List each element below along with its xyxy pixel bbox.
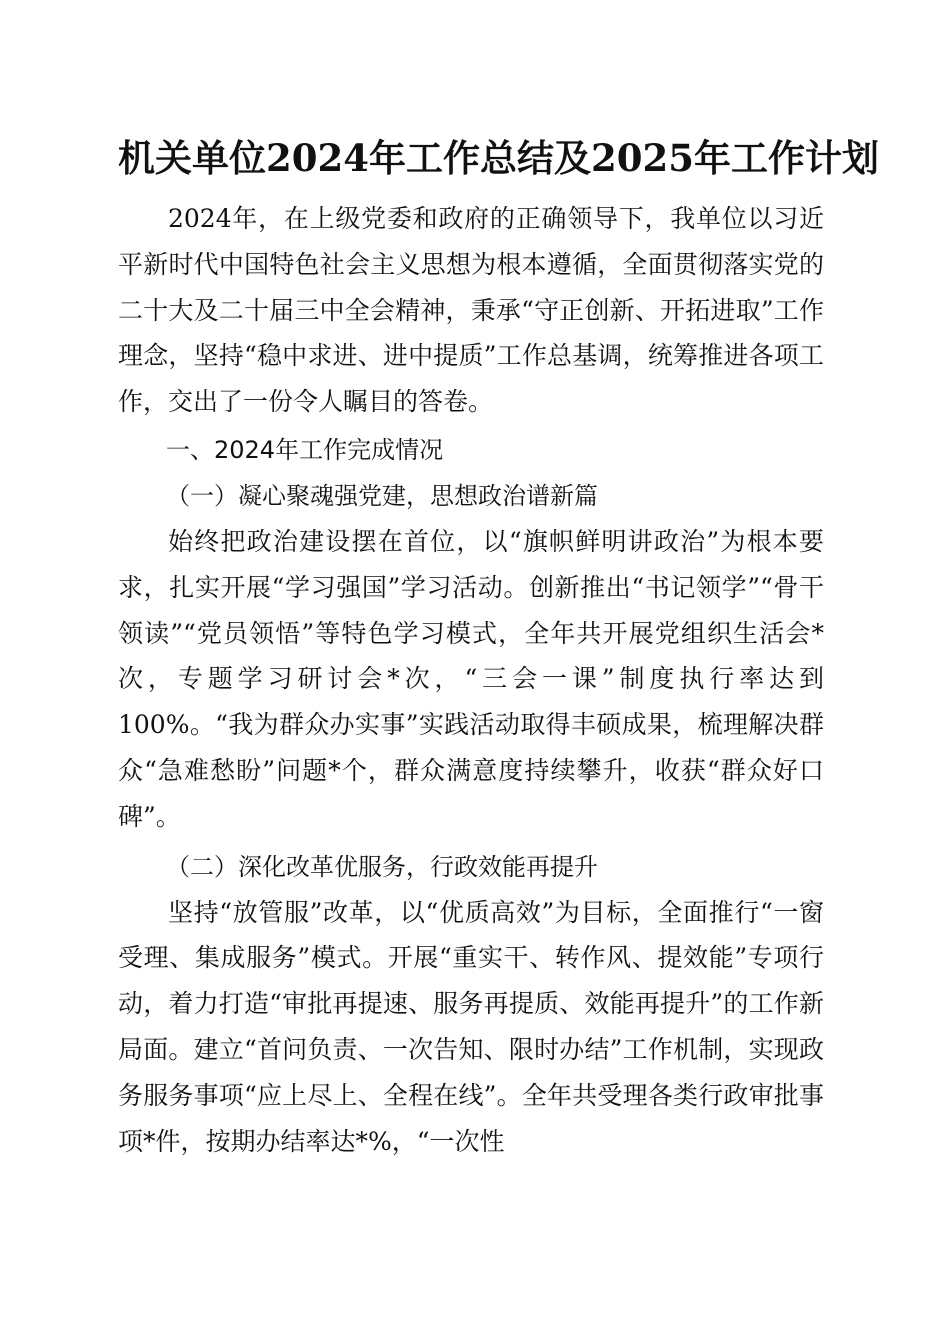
subsection-heading-1: （一）凝心聚魂强党建，思想政治谱新篇 xyxy=(166,481,598,510)
subsection-body-1: 始终把政治建设摆在首位，以“旗帜鲜明讲政治”为根本要求，扎实开展“学习强国”学习活动。创新推出“书记领学”“骨干领读”“党员领悟”等特色学习模式，全年共开展党组织生活会*次，专题学习研讨会*次，“三会一课”制度执行率达到100%。“我为群众办实事”实践活动取得丰硕成果，梳理解决群众“急难愁盼”问题*个，群众满意度持续攀升，收获“群众好口碑”。 xyxy=(118,526,824,831)
intro-paragraph: 2024年，在上级党委和政府的正确领导下，我单位以习近平新时代中国特色社会主义思想为根本遵循，全面贯彻落实党的二十大及二十届三中全会精神，秉承“守正创新、开拓进取”工作理念，坚持“稳中求进、进中提质”工作总基调，统筹推进各项工作，交出了一份令人瞩目的答卷。 xyxy=(118,204,824,417)
document-title: 机关单位2024年工作总结及2025年工作计划 xyxy=(118,136,879,180)
subsection-heading-2: （二）深化改革优服务，行政效能再提升 xyxy=(166,852,598,881)
section-heading: 一、2024年工作完成情况 xyxy=(166,435,444,464)
subsection-body-2: 坚持“放管服”改革，以“优质高效”为目标，全面推行“一窗受理、集成服务”模式。开展“重实干、转作风、提效能”专项行动，着力打造“审批再提速、服务再提质、效能再提升”的工作新局面。建立“首问负责、一次告知、限时办结”工作机制，实现政务服务事项“应上尽上、全程在线”。全年共受理各类行政审批事项*件，按期办结率达*%，“一次性 xyxy=(118,897,824,1156)
document-page xyxy=(118,128,879,1164)
